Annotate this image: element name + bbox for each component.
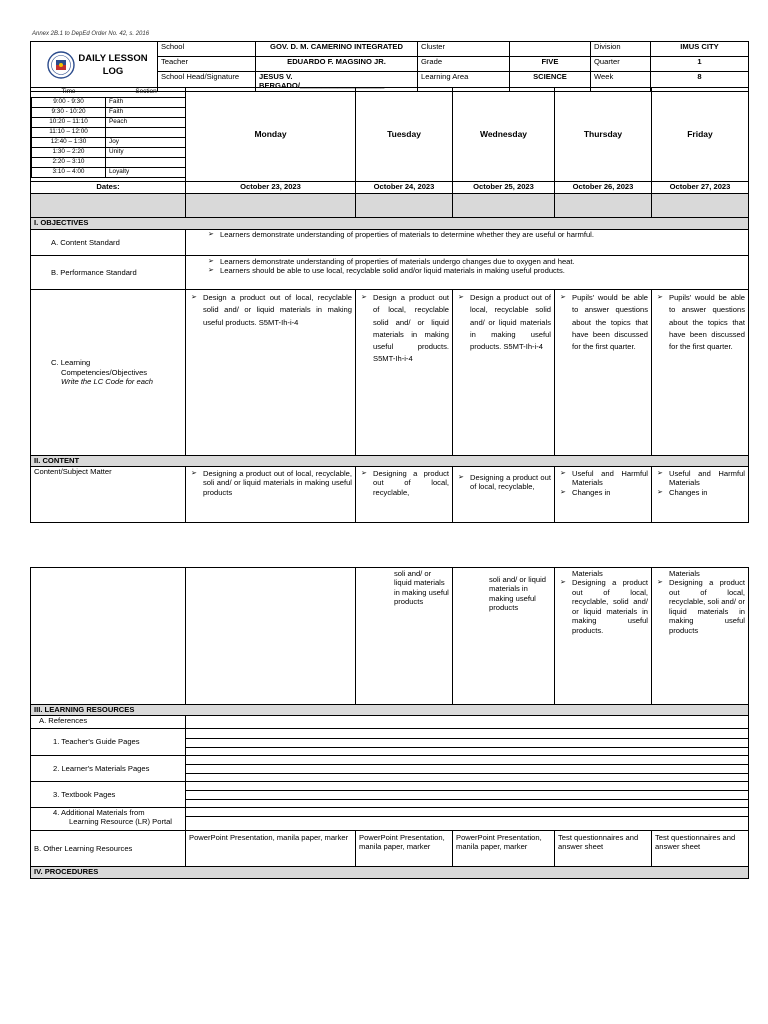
textbook-label: 3. Textbook Pages (31, 782, 186, 808)
day-header: Monday (186, 88, 356, 182)
textbook-cell (186, 782, 749, 808)
subject-matter-cell (652, 568, 749, 705)
division-label: Division (591, 42, 651, 57)
references-label: A. References (31, 716, 186, 729)
learning-area-label: Learning Area (418, 72, 510, 92)
additional-materials-cell (186, 808, 749, 831)
grade-value: FIVE (510, 57, 591, 72)
subject-matter-text: ➢ Useful and Harmful Materials (655, 469, 745, 488)
school-head-value: JESUS V. BERGADO/____________________ (256, 72, 418, 92)
schedule-section (106, 157, 186, 167)
performance-standard-item: ➢ Learners demonstrate understanding of properties of materials undergo changes due to oxygen and heat. (206, 257, 745, 266)
other-resources-cell (652, 831, 749, 867)
competency-cell (186, 290, 356, 456)
quarter-label: Quarter (591, 57, 651, 72)
teacher-label: Teacher (158, 57, 256, 72)
subject-matter-cell (652, 467, 749, 523)
schedule-time: 3:10 – 4:00 (32, 167, 106, 177)
schedule-section: Loyalty (106, 167, 186, 177)
dll-title-line1: DAILY LESSON (78, 53, 148, 65)
other-resources-text: PowerPoint Presentation, manila paper, marker (456, 833, 542, 852)
other-resources-cell (186, 831, 356, 867)
schedule-section: Joy (106, 137, 186, 147)
performance-standard-item: ➢ Learners should be able to use local, recyclable solid and/or liquid materials in making useful products. (206, 266, 745, 275)
performance-standard-cell (186, 256, 749, 290)
date-cell: October 23, 2023 (186, 182, 356, 194)
subject-matter-cell (356, 467, 453, 523)
subject-matter-text: Materials (572, 569, 603, 578)
schedule-time: 1:30 – 2:20 (32, 147, 106, 157)
subject-matter-text: ➢ Changes in (655, 488, 745, 497)
references-cell (186, 716, 749, 729)
other-resources-text: Test questionnaires and answer sheet (558, 833, 639, 852)
quarter-value: 1 (651, 57, 749, 72)
competency-cell (652, 290, 749, 456)
additional-materials-label (31, 808, 186, 831)
deped-seal-icon (47, 51, 75, 79)
dll-logo-cell (31, 42, 158, 92)
school-value: GOV. D. M. CAMERINO INTEGRATED (256, 42, 418, 57)
teachers-guide-label: 1. Teacher's Guide Pages (31, 729, 186, 756)
other-resources-label: B. Other Learning Resources (31, 831, 186, 867)
learners-materials-label: 2. Learner's Materials Pages (31, 756, 186, 782)
date-cell: October 24, 2023 (356, 182, 453, 194)
lesson-table-part2 (30, 567, 749, 879)
schedule-section (106, 127, 186, 137)
school-head-label: School Head/Signature (158, 72, 256, 92)
subject-matter-cell (453, 568, 555, 705)
schedule-time: 11:10 – 12:00 (32, 127, 106, 137)
learning-resources-heading: III. LEARNING RESOURCES (31, 705, 749, 716)
dates-label: Dates: (31, 182, 186, 194)
date-cell: October 27, 2023 (652, 182, 749, 194)
subject-matter-text: ➢ Designing a product out of local, recyclable, (456, 473, 551, 492)
date-cell: October 25, 2023 (453, 182, 555, 194)
content-heading: II. CONTENT (31, 456, 749, 467)
subject-matter-text: Materials (669, 569, 700, 578)
competency-text: ➢ Design a product out of local, recyclable solid and/ or liquid materials in making useful products. S5MT-Ih-i-4 (456, 292, 551, 353)
subject-matter-cell (555, 568, 652, 705)
lesson-table-part1 (30, 87, 749, 523)
competency-text: ➢ Pupils' would be able to answer questions about the topics that have been discussed for the first quarter. (558, 292, 648, 353)
subject-matter-text: ➢ Designing a product out of local, recyclable, soli and/ or liquid materials in making useful products (189, 469, 352, 497)
subject-matter-label: Content/Subject Matter (31, 467, 186, 523)
other-resources-cell (356, 831, 453, 867)
competency-text: ➢ Design a product out of local, recyclable solid and/ or liquid materials in making useful products. S5MT-Ih-i-4 (359, 292, 449, 366)
competency-text: ➢ Pupils' would be able to answer questions about the topics that have been discussed for the first quarter. (655, 292, 745, 353)
subject-matter-text: ➢ Useful and Harmful Materials (558, 469, 648, 488)
cluster-value (510, 42, 591, 57)
additional-materials-line1: 4. Additional Materials from (53, 808, 145, 817)
day-header: Thursday (555, 88, 652, 182)
additional-materials-line2: Learning Resource (LR) Portal (69, 817, 172, 827)
schedule-time: 12:40 – 1:30 (32, 137, 106, 147)
competency-cell (453, 290, 555, 456)
schedule-time: 10:20 – 11:10 (32, 117, 106, 127)
learners-materials-cell (186, 756, 749, 782)
competency-cell (356, 290, 453, 456)
competencies-label (31, 290, 186, 456)
gray-spacer-row (31, 194, 749, 218)
other-resources-text: PowerPoint Presentation, manila paper, marker (189, 833, 349, 842)
subject-matter-text: ➢ Designing a product out of local, recyclable, soli and/ or liquid materials in making useful products (655, 578, 745, 635)
teacher-value: EDUARDO F. MAGSINO JR. (256, 57, 418, 72)
schedule-section: Faith (106, 97, 186, 107)
schedule-time: 9:00 - 9:30 (32, 97, 106, 107)
objectives-heading: I. OBJECTIVES (31, 218, 749, 230)
content-standard-cell (186, 230, 749, 256)
subject-matter-cell (356, 568, 453, 705)
week-label: Week (591, 72, 651, 92)
schedule-section: Unity (106, 147, 186, 157)
subject-matter-text: soli and/ or liquid materials in making useful products (394, 569, 449, 607)
schedule-table (31, 88, 186, 178)
dll-title-line2: LOG (102, 65, 124, 77)
day-header: Wednesday (453, 88, 555, 182)
other-resources-text: PowerPoint Presentation, manila paper, marker (359, 833, 445, 852)
content-standard-label: A. Content Standard (31, 230, 186, 256)
learning-area-value: SCIENCE (510, 72, 591, 92)
other-resources-text: Test questionnaires and answer sheet (655, 833, 736, 852)
subject-matter-cell (555, 467, 652, 523)
schedule-time: 2:20 – 3:10 (32, 157, 106, 167)
schedule-section: Faith (106, 107, 186, 117)
week-value: 8 (651, 72, 749, 92)
procedures-heading: IV. PROCEDURES (31, 867, 749, 879)
other-resources-cell (453, 831, 555, 867)
division-value: IMUS CITY (651, 42, 749, 57)
schedule-time: 9:30 - 10:20 (32, 107, 106, 117)
cluster-label: Cluster (418, 42, 510, 57)
day-header: Tuesday (356, 88, 453, 182)
competency-cell (555, 290, 652, 456)
subject-matter-label-cont (31, 568, 186, 705)
competencies-label-line3: Write the LC Code for each (61, 377, 154, 387)
schedule-cell (31, 88, 186, 182)
school-label: School (158, 42, 256, 57)
subject-matter-text: soli and/ or liquid materials in making useful products (489, 575, 546, 613)
grade-label: Grade (418, 57, 510, 72)
subject-matter-text: ➢ Designing a product out of local, recyclable, (359, 469, 449, 497)
date-cell: October 26, 2023 (555, 182, 652, 194)
teachers-guide-cell (186, 729, 749, 756)
subject-matter-cell (453, 467, 555, 523)
annex-note: Annex 2B.1 to DepEd Order No. 42, s. 2016 (32, 31, 150, 37)
day-header: Friday (652, 88, 749, 182)
competency-text: ➢ Design a product out of local, recyclable solid and/ or liquid materials in making useful products. S5MT-Ih-i-4 (189, 292, 352, 329)
competencies-label-line1: C. Learning (51, 358, 91, 368)
time-header: Time (32, 88, 106, 97)
subject-matter-text: ➢ Designing a product out of local, recyclable, solid and/ or liquid materials in making useful products. (558, 578, 648, 635)
schedule-section: Peach (106, 117, 186, 127)
competencies-label-line2: Competencies/Objectives (61, 367, 148, 377)
content-standard-text: ➢ Learners demonstrate understanding of properties of materials to determine whether they are useful or harmful. (206, 230, 745, 239)
other-resources-cell (555, 831, 652, 867)
dll-title (77, 53, 149, 78)
performance-standard-label: B. Performance Standard (31, 256, 186, 290)
section-header: Section (106, 88, 186, 97)
subject-matter-text: ➢ Changes in (558, 488, 648, 497)
subject-matter-cell (186, 467, 356, 523)
header-table (30, 41, 749, 92)
subject-matter-cell (186, 568, 356, 705)
